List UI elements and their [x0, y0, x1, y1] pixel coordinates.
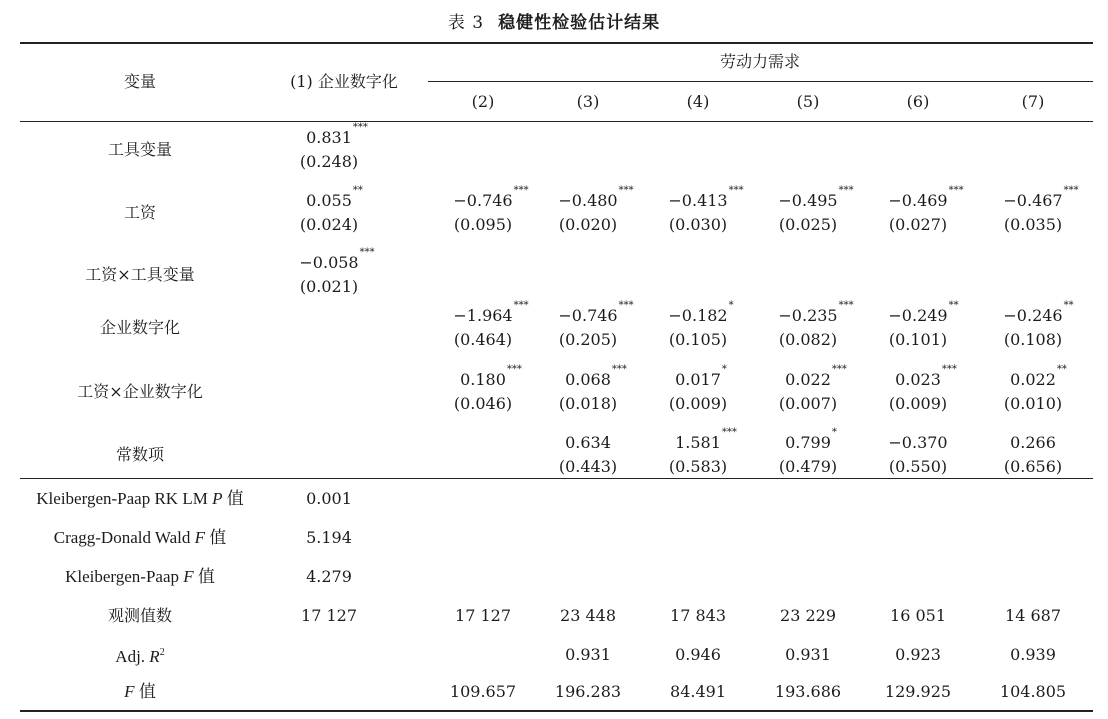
coefficient-cell	[888, 433, 947, 453]
header-group: 劳动力需求	[719, 52, 801, 71]
stat-value: 17 127	[455, 606, 511, 625]
coefficient-cell	[558, 185, 634, 211]
stat-value: 0.923	[895, 645, 941, 664]
coefficient-value: −0.235 ***	[778, 300, 854, 325]
coefficient-value: 0.068 ***	[565, 364, 627, 389]
significance-stars: *	[728, 300, 734, 311]
stat-label-kp-f: Kleibergen-Paap F 值	[65, 567, 215, 586]
standard-error: (0.009)	[668, 394, 728, 413]
standard-error: (0.656)	[1003, 457, 1063, 476]
header-col: (5)	[796, 92, 820, 111]
stat-label-obs: 观测值数	[107, 606, 173, 625]
coefficient-value: 0.831 ***	[306, 122, 368, 147]
significance-stars: ***	[506, 364, 522, 375]
coefficient-cell	[778, 185, 854, 211]
standard-error: (0.009)	[888, 394, 948, 413]
row-label: 工资×工具变量	[85, 265, 195, 284]
stat-label-kp-lm: Kleibergen-Paap RK LM P 值	[36, 489, 244, 508]
standard-error: (0.027)	[888, 215, 948, 234]
significance-stars: **	[948, 300, 959, 311]
stat-label-adj-r2: Adj. $R^2$	[115, 647, 165, 666]
coefficient-value: 0.022 ***	[785, 364, 847, 389]
coefficient-value: 0.017 *	[675, 364, 727, 389]
significance-stars: ***	[838, 300, 854, 311]
significance-stars: ***	[838, 185, 854, 196]
coefficient-value: −0.469 ***	[888, 185, 964, 210]
stat-value: 23 229	[780, 606, 836, 625]
coefficient-value: −0.246 **	[1003, 300, 1074, 325]
header-col: (2)	[471, 92, 495, 111]
coefficient-cell	[453, 300, 529, 326]
significance-stars: ***	[941, 364, 957, 375]
header-col: (6)	[906, 92, 930, 111]
header-col: (7)	[1021, 92, 1045, 111]
coefficient-cell	[1003, 185, 1079, 211]
coefficient-value: 0.022 **	[1010, 364, 1067, 389]
significance-stars: ***	[618, 185, 634, 196]
stat-value: 14 687	[1005, 606, 1061, 625]
significance-stars: ***	[352, 122, 368, 133]
standard-error: (0.024)	[299, 215, 359, 234]
standard-error: (0.082)	[778, 330, 838, 349]
coefficient-value: −0.249 **	[888, 300, 959, 325]
standard-error: (0.018)	[558, 394, 618, 413]
standard-error: (0.205)	[558, 330, 618, 349]
coefficient-cell	[675, 427, 737, 453]
coefficient-value: −0.746 ***	[453, 185, 529, 210]
coefficient-value: 0.023 ***	[895, 364, 957, 389]
coefficient-cell	[888, 185, 964, 211]
significance-stars: *	[831, 427, 837, 438]
stat-value: 193.686	[774, 682, 842, 701]
coefficient-value: 1.581 ***	[675, 427, 737, 452]
stat-value: 104.805	[999, 682, 1067, 701]
header-col1: (1) 企业数字化	[290, 72, 398, 91]
coefficient-cell	[895, 364, 957, 390]
standard-error: (0.248)	[299, 152, 359, 171]
table-title	[0, 8, 1108, 33]
coefficient-cell	[675, 364, 727, 390]
stat-label-cd-wald: Cragg-Donald Wald F 值	[53, 528, 227, 547]
stat-value: 0.946	[675, 645, 721, 664]
significance-stars: ***	[513, 300, 529, 311]
standard-error: (0.035)	[1003, 215, 1063, 234]
coefficient-cell	[1010, 433, 1056, 453]
standard-error: (0.020)	[558, 215, 618, 234]
row-label: 常数项	[115, 445, 165, 464]
stat-value: 23 448	[560, 606, 616, 625]
stat-label-f-value: F 值	[124, 682, 156, 701]
stat-value: 129.925	[884, 682, 952, 701]
significance-stars: **	[352, 185, 363, 196]
significance-stars: ***	[611, 364, 627, 375]
coefficient-cell	[778, 300, 854, 326]
header-rule	[20, 121, 1093, 122]
coefficient-cell	[453, 185, 529, 211]
coefficient-cell	[460, 364, 522, 390]
standard-error: (0.464)	[453, 330, 513, 349]
coefficient-cell	[306, 185, 363, 211]
stat-value-kp-f: 4.279	[306, 567, 352, 586]
row-label: 工具变量	[107, 140, 173, 159]
stat-value: 0.931	[785, 645, 831, 664]
coefficient-value: −1.964 ***	[453, 300, 529, 325]
stat-value: 196.283	[554, 682, 622, 701]
row-label: 工资	[123, 203, 157, 222]
standard-error: (0.479)	[778, 457, 838, 476]
coefficient-value: −0.467 ***	[1003, 185, 1079, 210]
stat-value: 0.931	[565, 645, 611, 664]
coefficient-cell	[565, 433, 611, 453]
coefficient-cell	[565, 364, 627, 390]
header-variable: 变量	[123, 72, 157, 91]
coefficient-cell	[668, 300, 734, 326]
coefficient-cell	[668, 185, 744, 211]
coefficient-cell	[558, 300, 634, 326]
significance-stars: *	[721, 364, 727, 375]
significance-stars: ***	[513, 185, 529, 196]
coefficient-value: 0.799 *	[785, 427, 837, 452]
significance-stars: ***	[359, 247, 375, 258]
coefficient-value: −0.480 ***	[558, 185, 634, 210]
top-rule	[20, 42, 1093, 44]
coefficient-value: −0.413 ***	[668, 185, 744, 210]
standard-error: (0.095)	[453, 215, 513, 234]
standard-error: (0.021)	[299, 277, 359, 296]
coefficient-cell	[299, 247, 375, 273]
coefficient-value: −0.182 *	[668, 300, 734, 325]
standard-error: (0.007)	[778, 394, 838, 413]
standard-error: (0.443)	[558, 457, 618, 476]
row-label: 工资×企业数字化	[77, 382, 203, 401]
coefficient-cell	[1010, 364, 1067, 390]
coefficient-cell	[1003, 300, 1074, 326]
standard-error: (0.010)	[1003, 394, 1063, 413]
standard-error: (0.550)	[888, 457, 948, 476]
header-col: (4)	[686, 92, 710, 111]
stats-rule	[20, 478, 1093, 479]
stat-value: 84.491	[670, 682, 726, 701]
coefficient-value: 0.634	[565, 433, 611, 452]
significance-stars: **	[1063, 300, 1074, 311]
row-label: 企业数字化	[99, 318, 181, 337]
standard-error: (0.025)	[778, 215, 838, 234]
stat-value: 17 843	[670, 606, 726, 625]
significance-stars: ***	[831, 364, 847, 375]
standard-error: (0.108)	[1003, 330, 1063, 349]
significance-stars: **	[1056, 364, 1067, 375]
coefficient-value: −0.495 ***	[778, 185, 854, 210]
coefficient-value: −0.058 ***	[299, 247, 375, 272]
stat-value-kp-lm: 0.001	[306, 489, 352, 508]
significance-stars: ***	[728, 185, 744, 196]
standard-error: (0.105)	[668, 330, 728, 349]
stat-value: 109.657	[449, 682, 517, 701]
coefficient-cell	[785, 364, 847, 390]
bottom-rule	[20, 710, 1093, 712]
coefficient-value: 0.180 ***	[460, 364, 522, 389]
standard-error: (0.101)	[888, 330, 948, 349]
coefficient-value: 0.055 **	[306, 185, 363, 210]
coefficient-cell	[306, 122, 368, 148]
header-col: (3)	[576, 92, 600, 111]
table-number: 表 3	[447, 13, 485, 33]
significance-stars: ***	[618, 300, 634, 311]
stat-value: 0.939	[1010, 645, 1056, 664]
coefficient-cell	[785, 427, 837, 453]
coefficient-cell	[888, 300, 959, 326]
coefficient-value: −0.746 ***	[558, 300, 634, 325]
stat-value-cd-wald: 5.194	[306, 528, 352, 547]
standard-error: (0.583)	[668, 457, 728, 476]
significance-stars: ***	[721, 427, 737, 438]
coefficient-value: 0.266	[1010, 433, 1056, 452]
coefficient-value: −0.370	[888, 433, 948, 452]
stat-value: 16 051	[890, 606, 946, 625]
standard-error: (0.030)	[668, 215, 728, 234]
table-caption: 稳健性检验估计结果	[498, 13, 661, 33]
stat-value: 17 127	[301, 606, 357, 625]
significance-stars: ***	[948, 185, 964, 196]
significance-stars: ***	[1063, 185, 1079, 196]
group-rule	[428, 81, 1093, 82]
standard-error: (0.046)	[453, 394, 513, 413]
